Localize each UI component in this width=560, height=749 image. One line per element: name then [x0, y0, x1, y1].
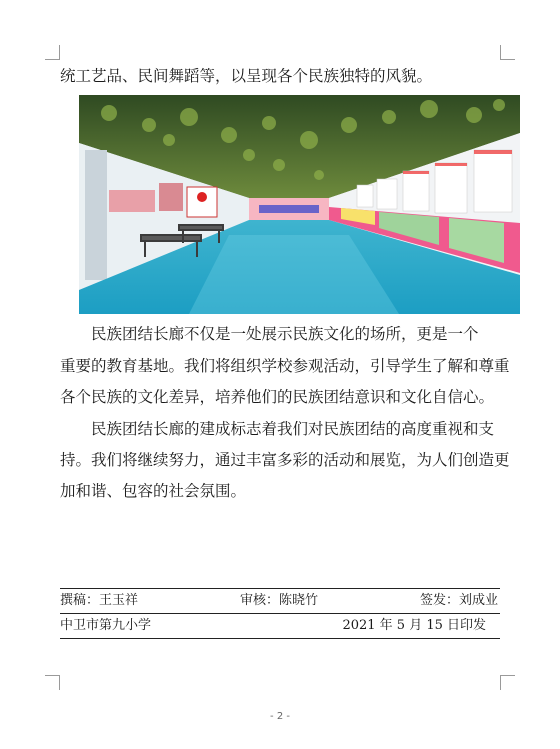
paragraph-1-line-3: 各个民族的文化差异，培养他们的民族团结意识和文化自信心。	[60, 388, 495, 406]
crop-mark-bottom-right	[500, 675, 515, 690]
footer-middle-rule	[60, 613, 500, 614]
paragraph-2-line-1: 民族团结长廊的建成标志着我们对民族团结的高度重视和支	[91, 420, 495, 438]
paragraph-2-line-3: 加和谐、包容的社会氛围。	[60, 482, 247, 500]
paragraph-2-line-2: 持。我们将继续努力，通过丰富多彩的活动和展览，为人们创造更	[60, 451, 510, 469]
paragraph-1-line-1: 民族团结长廊不仅是一处展示民族文化的场所，更是一个	[91, 325, 479, 343]
footer-top-rule	[60, 588, 500, 589]
drafter-label: 撰稿：王玉祥	[60, 593, 139, 608]
reviewer-label: 审核：陈晓竹	[240, 593, 319, 608]
school-name: 中卫市第九小学	[60, 618, 152, 633]
paragraph-1-line-2: 重要的教育基地。我们将组织学校参观活动，引导学生了解和尊重	[60, 357, 510, 375]
signer-label: 签发：刘成业	[419, 593, 498, 608]
page-number: - 2 -	[270, 711, 290, 722]
crop-mark-top-left	[45, 45, 60, 60]
footer-signature-row	[60, 591, 500, 611]
body-line-continued: 统工艺品、民间舞蹈等，以呈现各个民族独特的风貌。	[60, 67, 433, 85]
footer-issue-row	[60, 616, 500, 636]
crop-mark-bottom-left	[45, 675, 60, 690]
issue-date: 2021 年 5 月 15 日印发	[342, 618, 486, 633]
crop-mark-top-right	[500, 45, 515, 60]
footer-bottom-rule	[60, 638, 500, 639]
corridor-photo	[79, 95, 520, 314]
